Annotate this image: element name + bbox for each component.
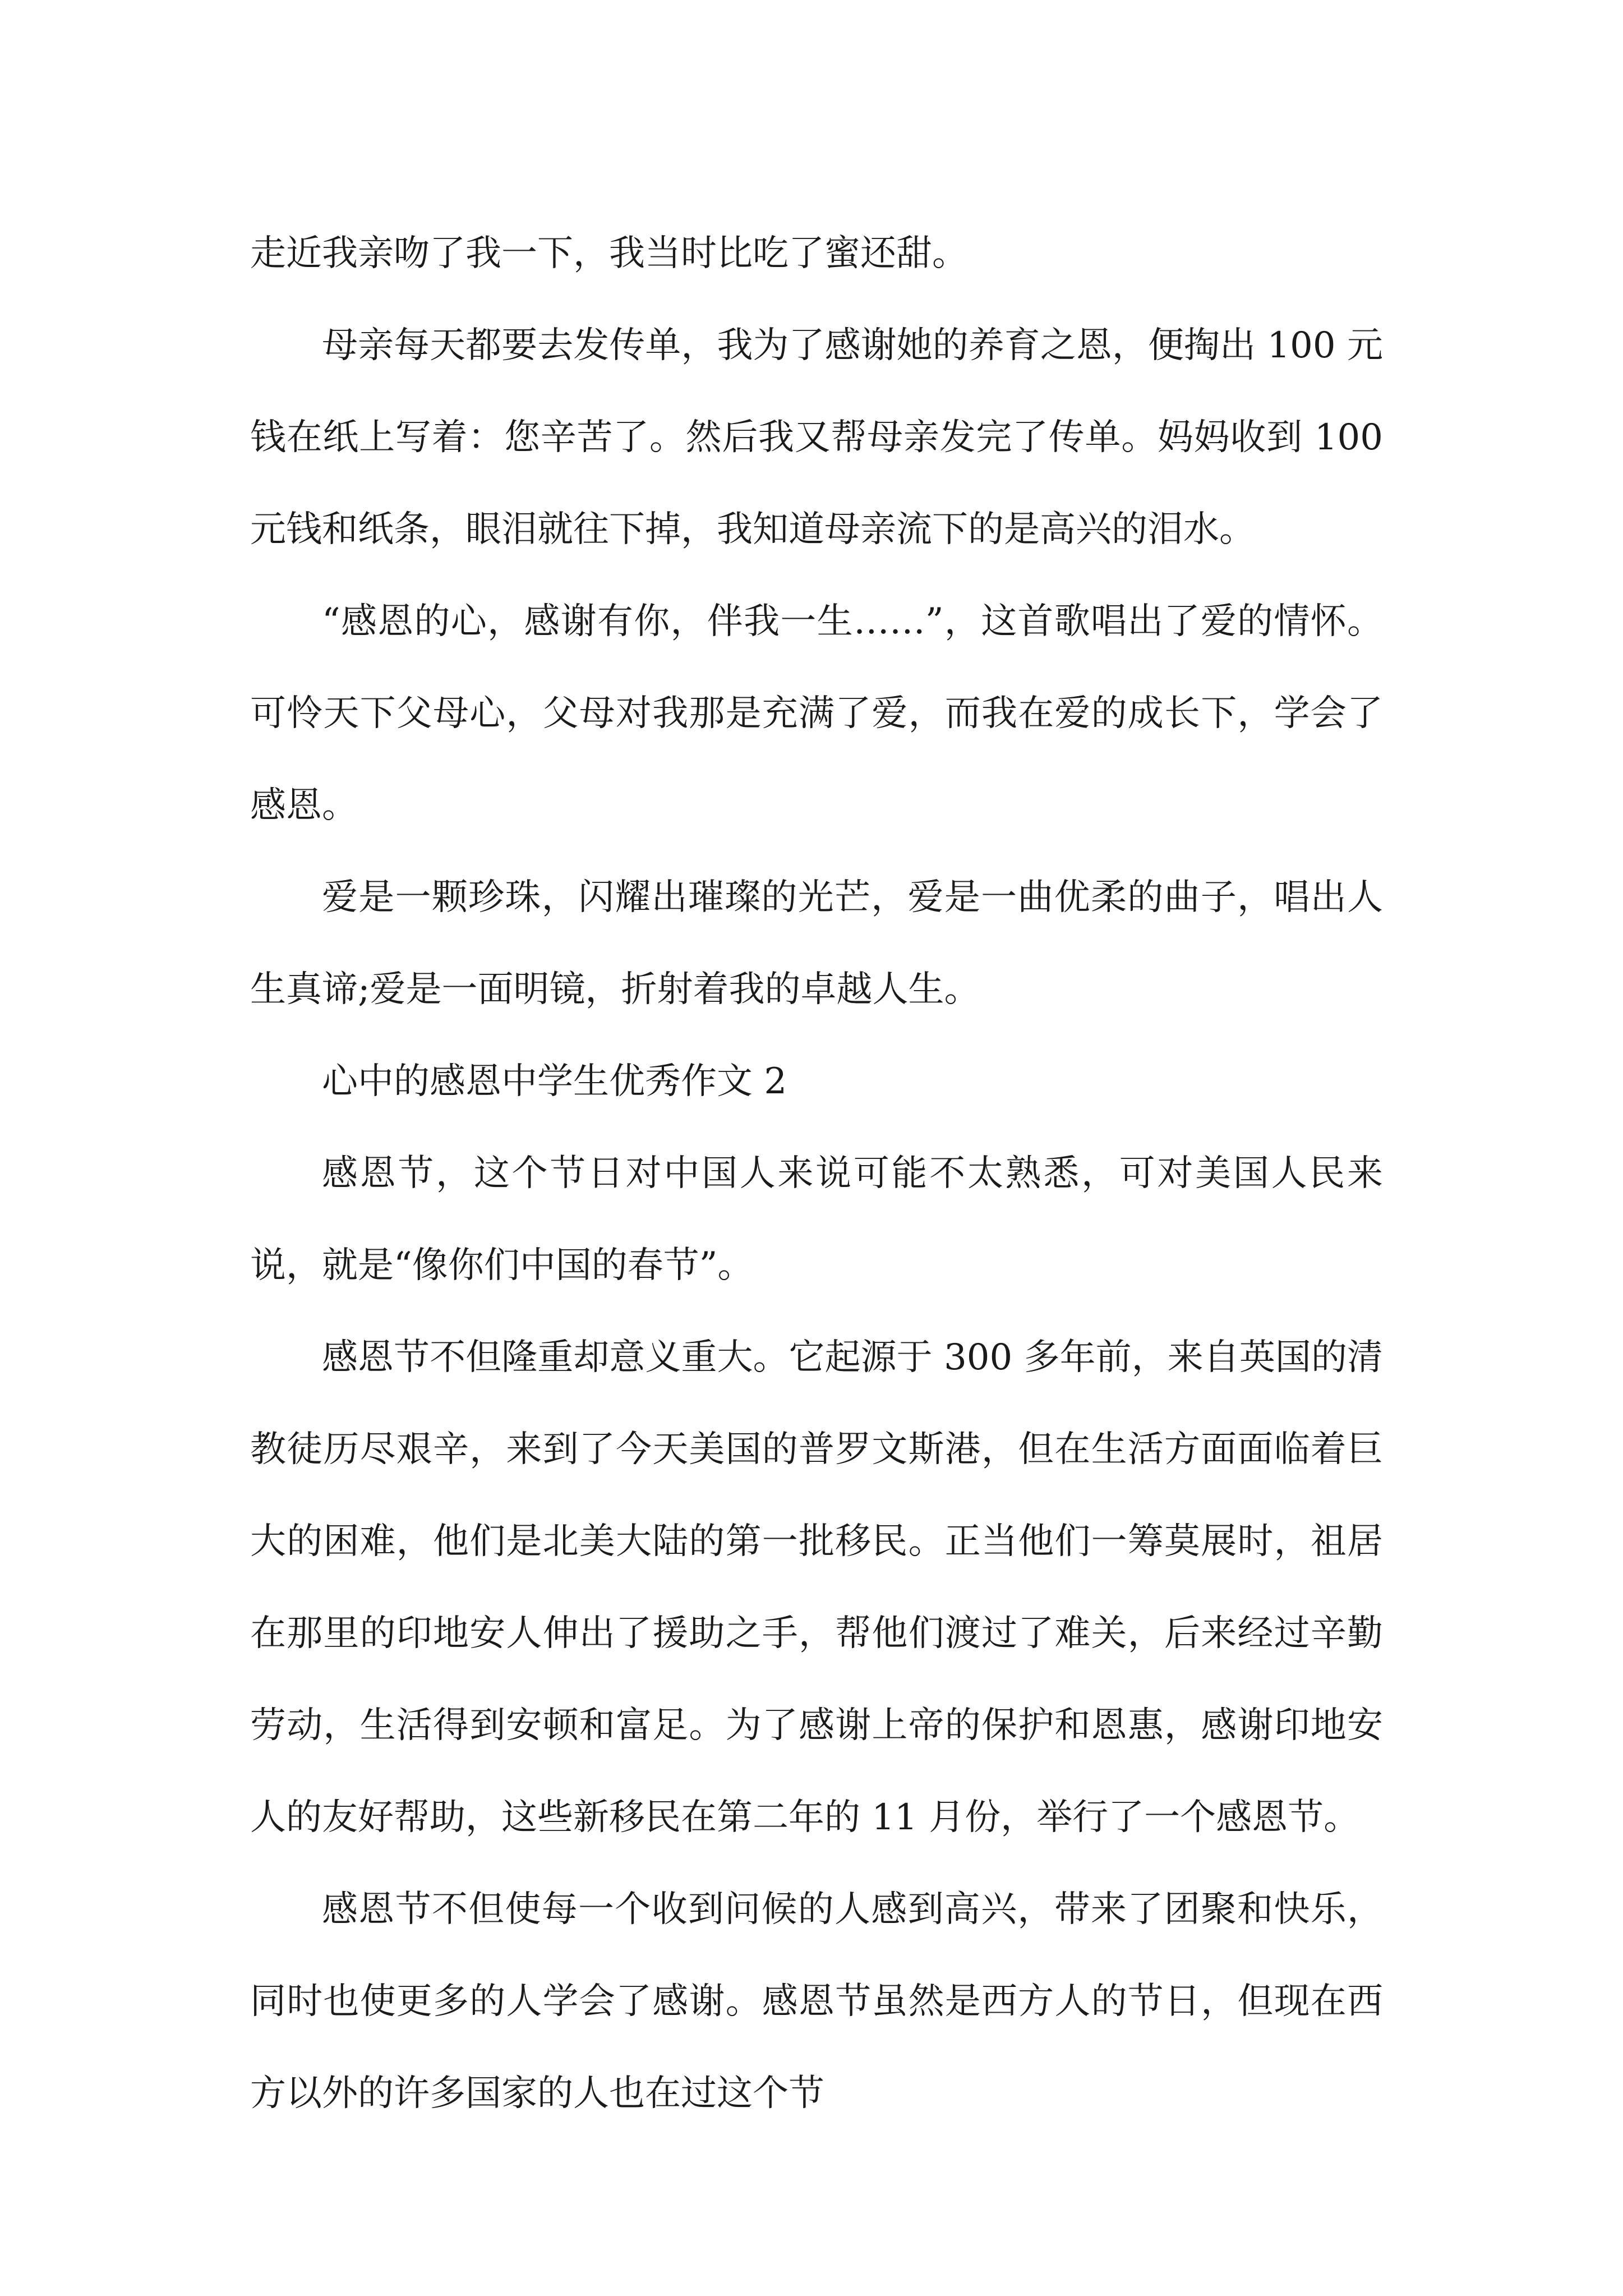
section-heading: 心中的感恩中学生优秀作文 2 <box>322 1061 787 1102</box>
document-body <box>250 208 1383 2139</box>
paragraph: 爱是一颗珍珠，闪耀出璀璨的光芒，爱是一曲优柔的曲子，唱出人生真谛;爱是一面明镜，折射着我的卓越人生。 <box>250 877 1383 1010</box>
paragraph: 感恩节不但隆重却意义重大。它起源于 300 多年前，来自英国的清教徒历尽艰辛，来到了今天美国的普罗文斯港，但在生活方面面临着巨大的困难，他们是北美大陆的第一批移民。正当他们一筹莫展时，祖居在那里的印地安人伸出了援助之手，帮他们渡过了难关，后来经过辛勤劳动，生活得到安顿和富足。为了感谢上帝的保护和恩惠，感谢印地安人的友好帮助，这些新移民在第二年的 11 月份，举行了一个感恩节。 <box>250 1337 1383 1838</box>
paragraph: 感恩节不但使每一个收到问候的人感到高兴，带来了团聚和快乐，同时也使更多的人学会了感谢。感恩节虽然是西方人的节日，但现在西方以外的许多国家的人也在过这个节 <box>250 1889 1383 2114</box>
paragraph: “感恩的心，感谢有你，伴我一生……”，这首歌唱出了爱的情怀。可怜天下父母心，父母对我那是充满了爱，而我在爱的成长下，学会了感恩。 <box>250 601 1383 826</box>
paragraph: 感恩节，这个节日对中国人来说可能不太熟悉，可对美国人民来说，就是“像你们中国的春节”。 <box>250 1153 1383 1286</box>
paragraph: 走近我亲吻了我一下，我当时比吃了蜜还甜。 <box>250 233 968 274</box>
paragraph: 母亲每天都要去发传单，我为了感谢她的养育之恩，便掏出 100 元钱在纸上写着：您辛苦了。然后我又帮母亲发完了传单。妈妈收到 100 元钱和纸条，眼泪就往下掉，我知道母亲流下的是高兴的泪水。 <box>250 325 1383 550</box>
